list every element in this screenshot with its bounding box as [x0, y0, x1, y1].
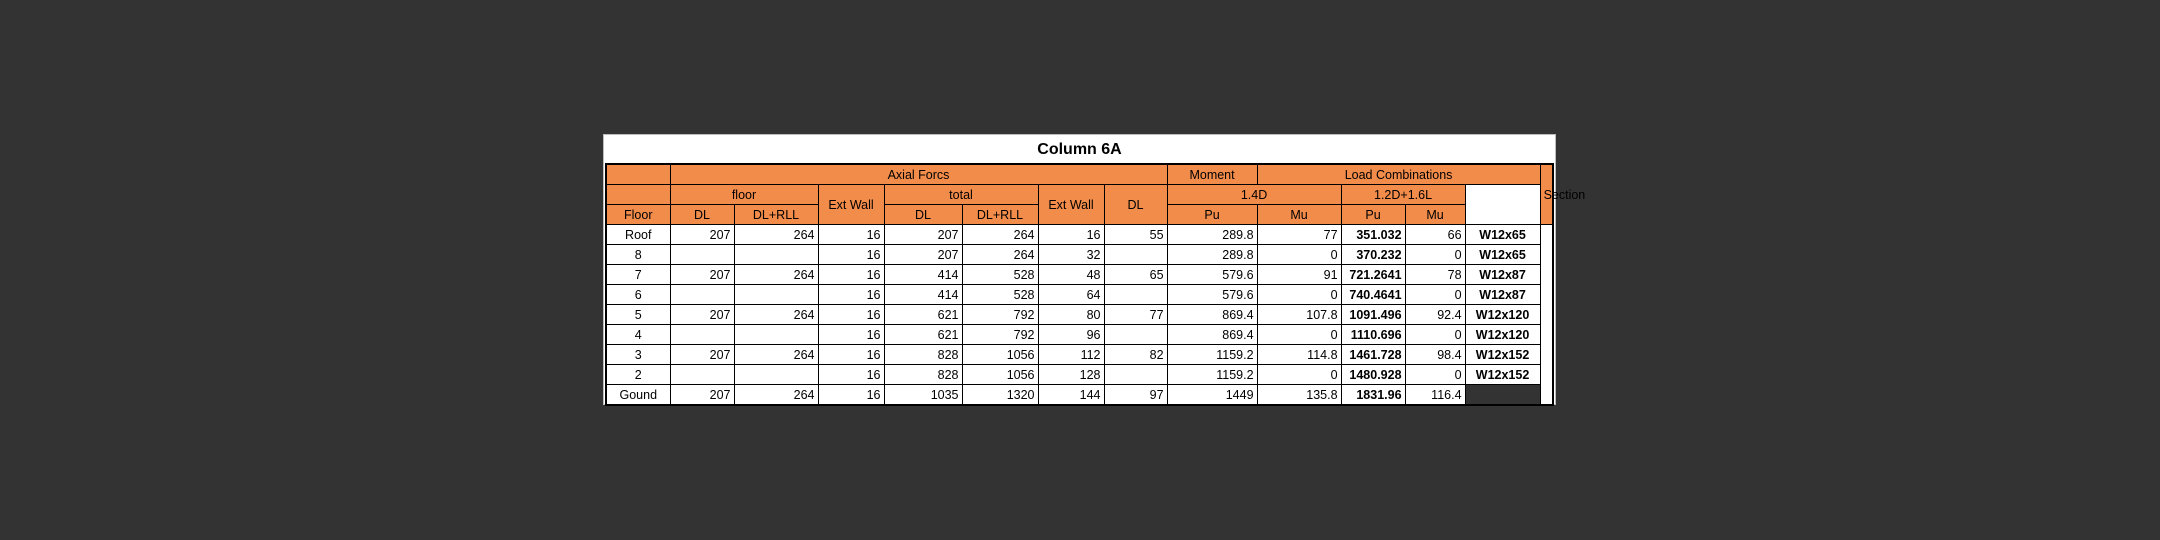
ext-wall-total-cell: 16	[1038, 225, 1104, 245]
mu-1-4d-cell: 135.8	[1257, 385, 1341, 406]
pu-1-4d-cell: 289.8	[1167, 245, 1257, 265]
section-cell: W12x65	[1465, 225, 1540, 245]
section-cell: W12x120	[1465, 305, 1540, 325]
floor-dl-cell: 207	[670, 345, 734, 365]
total-dl-cell: 207	[884, 225, 962, 245]
moment-dl-cell: 65	[1104, 265, 1167, 285]
header-total-dl: DL	[884, 205, 962, 225]
header-ext-wall-total: Ext Wall	[1038, 185, 1104, 225]
total-dl-cell: 414	[884, 285, 962, 305]
header-load-combinations: Load Combinations	[1257, 164, 1540, 185]
moment-dl-cell	[1104, 285, 1167, 305]
pu-1-2d-1-6l-cell: 1091.496	[1341, 305, 1405, 325]
table-row	[606, 285, 1553, 305]
table-row	[606, 225, 1553, 245]
pu-1-4d-cell: 1159.2	[1167, 345, 1257, 365]
total-dl-cell: 621	[884, 325, 962, 345]
pu-1-2d-1-6l-cell: 1110.696	[1341, 325, 1405, 345]
floor-dl-cell	[670, 245, 734, 265]
ext-wall-floor-cell: 16	[818, 365, 884, 385]
header-row-2	[606, 185, 1553, 205]
pu-1-4d-cell: 579.6	[1167, 265, 1257, 285]
mu-1-4d-cell: 0	[1257, 365, 1341, 385]
pu-1-4d-cell: 1159.2	[1167, 365, 1257, 385]
section-cell: W12x152	[1465, 345, 1540, 365]
table-title: Column 6A	[1037, 141, 1122, 158]
table-row	[606, 385, 1553, 406]
header-pu-1-2d-1-6l: Pu	[1341, 205, 1405, 225]
section-cell: W12x87	[1465, 285, 1540, 305]
moment-dl-cell	[1104, 365, 1167, 385]
header-combo-1-2d-1-6l: 1.2D+1.6L	[1341, 185, 1465, 205]
ext-wall-floor-cell: 16	[818, 245, 884, 265]
pu-1-2d-1-6l-cell: 740.4641	[1341, 285, 1405, 305]
mu-1-2d-1-6l-cell: 66	[1405, 225, 1465, 245]
header-corner	[606, 164, 670, 185]
pu-1-2d-1-6l-cell: 721.2641	[1341, 265, 1405, 285]
floor-cell: Gound	[606, 385, 670, 406]
header-moment: Moment	[1167, 164, 1257, 185]
total-dl-rll-cell: 1056	[962, 365, 1038, 385]
total-dl-rll-cell: 1056	[962, 345, 1038, 365]
total-dl-cell: 1035	[884, 385, 962, 406]
floor-dl-cell: 207	[670, 385, 734, 406]
floor-dl-cell	[670, 325, 734, 345]
floor-cell: 6	[606, 285, 670, 305]
header-pu-1-4d: Pu	[1167, 205, 1257, 225]
pu-1-4d-cell: 1449	[1167, 385, 1257, 406]
table-row	[606, 265, 1553, 285]
floor-cell: 7	[606, 265, 670, 285]
total-dl-rll-cell: 528	[962, 285, 1038, 305]
moment-dl-cell	[1104, 325, 1167, 345]
ext-wall-total-cell: 32	[1038, 245, 1104, 265]
total-dl-rll-cell: 264	[962, 245, 1038, 265]
ext-wall-floor-cell: 16	[818, 345, 884, 365]
pu-1-2d-1-6l-cell: 1461.728	[1341, 345, 1405, 365]
pu-1-4d-cell: 579.6	[1167, 285, 1257, 305]
header-combo-1-4d: 1.4D	[1167, 185, 1341, 205]
floor-cell: 2	[606, 365, 670, 385]
spreadsheet-sheet	[603, 134, 1586, 405]
total-dl-rll-cell: 792	[962, 325, 1038, 345]
header-row-1	[606, 164, 1553, 185]
header-blank	[606, 185, 670, 205]
ext-wall-floor-cell: 16	[818, 325, 884, 345]
mu-1-2d-1-6l-cell: 0	[1405, 365, 1465, 385]
floor-cell: 5	[606, 305, 670, 325]
floor-dl-rll-cell	[734, 285, 818, 305]
section-cell: W12x65	[1465, 245, 1540, 265]
mu-1-2d-1-6l-cell: 116.4	[1405, 385, 1465, 406]
mu-1-2d-1-6l-cell: 0	[1405, 245, 1465, 265]
pu-1-4d-cell: 869.4	[1167, 325, 1257, 345]
total-dl-cell: 828	[884, 345, 962, 365]
ext-wall-floor-cell: 16	[818, 285, 884, 305]
ext-wall-total-cell: 48	[1038, 265, 1104, 285]
ext-wall-total-cell: 128	[1038, 365, 1104, 385]
header-ext-wall-floor: Ext Wall	[818, 185, 884, 225]
ext-wall-floor-cell: 16	[818, 385, 884, 406]
floor-dl-cell: 207	[670, 265, 734, 285]
floor-dl-rll-cell: 264	[734, 265, 818, 285]
mu-1-2d-1-6l-cell: 0	[1405, 285, 1465, 305]
floor-cell: 4	[606, 325, 670, 345]
mu-1-2d-1-6l-cell: 92.4	[1405, 305, 1465, 325]
section-cell: W12x120	[1465, 325, 1540, 345]
moment-dl-cell	[1104, 245, 1167, 265]
header-floor: Floor	[606, 205, 670, 225]
table-row	[606, 245, 1553, 265]
mu-1-4d-cell: 0	[1257, 325, 1341, 345]
ext-wall-total-cell: 96	[1038, 325, 1104, 345]
floor-dl-rll-cell	[734, 365, 818, 385]
pu-1-4d-cell: 289.8	[1167, 225, 1257, 245]
header-total-group: total	[884, 185, 1038, 205]
total-dl-cell: 621	[884, 305, 962, 325]
floor-dl-cell	[670, 365, 734, 385]
table-row	[606, 365, 1553, 385]
ext-wall-floor-cell: 16	[818, 305, 884, 325]
ext-wall-total-cell: 112	[1038, 345, 1104, 365]
total-dl-rll-cell: 528	[962, 265, 1038, 285]
pu-1-4d-cell: 869.4	[1167, 305, 1257, 325]
floor-dl-cell: 207	[670, 305, 734, 325]
moment-dl-cell: 77	[1104, 305, 1167, 325]
header-section: Section	[1540, 164, 1553, 225]
moment-dl-cell: 97	[1104, 385, 1167, 406]
table-row	[606, 305, 1553, 325]
total-dl-rll-cell: 264	[962, 225, 1038, 245]
header-mu-1-4d: Mu	[1257, 205, 1341, 225]
pu-1-2d-1-6l-cell: 351.032	[1341, 225, 1405, 245]
mu-1-2d-1-6l-cell: 78	[1405, 265, 1465, 285]
floor-dl-rll-cell: 264	[734, 385, 818, 406]
ext-wall-floor-cell: 16	[818, 225, 884, 245]
mu-1-4d-cell: 0	[1257, 285, 1341, 305]
header-total-dl-rll: DL+RLL	[962, 205, 1038, 225]
total-dl-cell: 414	[884, 265, 962, 285]
ext-wall-floor-cell: 16	[818, 265, 884, 285]
header-floor-group: floor	[670, 185, 818, 205]
table-row	[606, 345, 1553, 365]
header-floor-dl-rll: DL+RLL	[734, 205, 818, 225]
ext-wall-total-cell: 144	[1038, 385, 1104, 406]
floor-dl-cell: 207	[670, 225, 734, 245]
header-moment-dl: DL	[1104, 185, 1167, 225]
section-cell: W12x152	[1465, 365, 1540, 385]
floor-cell: 8	[606, 245, 670, 265]
header-floor-dl: DL	[670, 205, 734, 225]
section-cell: W12x87	[1465, 265, 1540, 285]
mu-1-4d-cell: 91	[1257, 265, 1341, 285]
mu-1-2d-1-6l-cell: 0	[1405, 325, 1465, 345]
mu-1-4d-cell: 107.8	[1257, 305, 1341, 325]
total-dl-rll-cell: 1320	[962, 385, 1038, 406]
header-mu-1-2d-1-6l: Mu	[1405, 205, 1465, 225]
floor-cell: 3	[606, 345, 670, 365]
floor-cell: Roof	[606, 225, 670, 245]
total-dl-cell: 207	[884, 245, 962, 265]
floor-dl-rll-cell	[734, 325, 818, 345]
mu-1-4d-cell: 77	[1257, 225, 1341, 245]
moment-dl-cell: 82	[1104, 345, 1167, 365]
pu-1-2d-1-6l-cell: 1831.96	[1341, 385, 1405, 406]
mu-1-4d-cell: 114.8	[1257, 345, 1341, 365]
column-load-table	[605, 163, 1586, 406]
floor-dl-rll-cell	[734, 245, 818, 265]
total-dl-cell: 828	[884, 365, 962, 385]
pu-1-2d-1-6l-cell: 370.232	[1341, 245, 1405, 265]
moment-dl-cell: 55	[1104, 225, 1167, 245]
ext-wall-total-cell: 64	[1038, 285, 1104, 305]
mu-1-4d-cell: 0	[1257, 245, 1341, 265]
section-cell	[1465, 385, 1540, 406]
total-dl-rll-cell: 792	[962, 305, 1038, 325]
floor-dl-rll-cell: 264	[734, 345, 818, 365]
mu-1-2d-1-6l-cell: 98.4	[1405, 345, 1465, 365]
floor-dl-rll-cell: 264	[734, 225, 818, 245]
table-row	[606, 325, 1553, 345]
pu-1-2d-1-6l-cell: 1480.928	[1341, 365, 1405, 385]
floor-dl-cell	[670, 285, 734, 305]
header-axial-forces: Axial Forcs	[670, 164, 1167, 185]
floor-dl-rll-cell: 264	[734, 305, 818, 325]
ext-wall-total-cell: 80	[1038, 305, 1104, 325]
